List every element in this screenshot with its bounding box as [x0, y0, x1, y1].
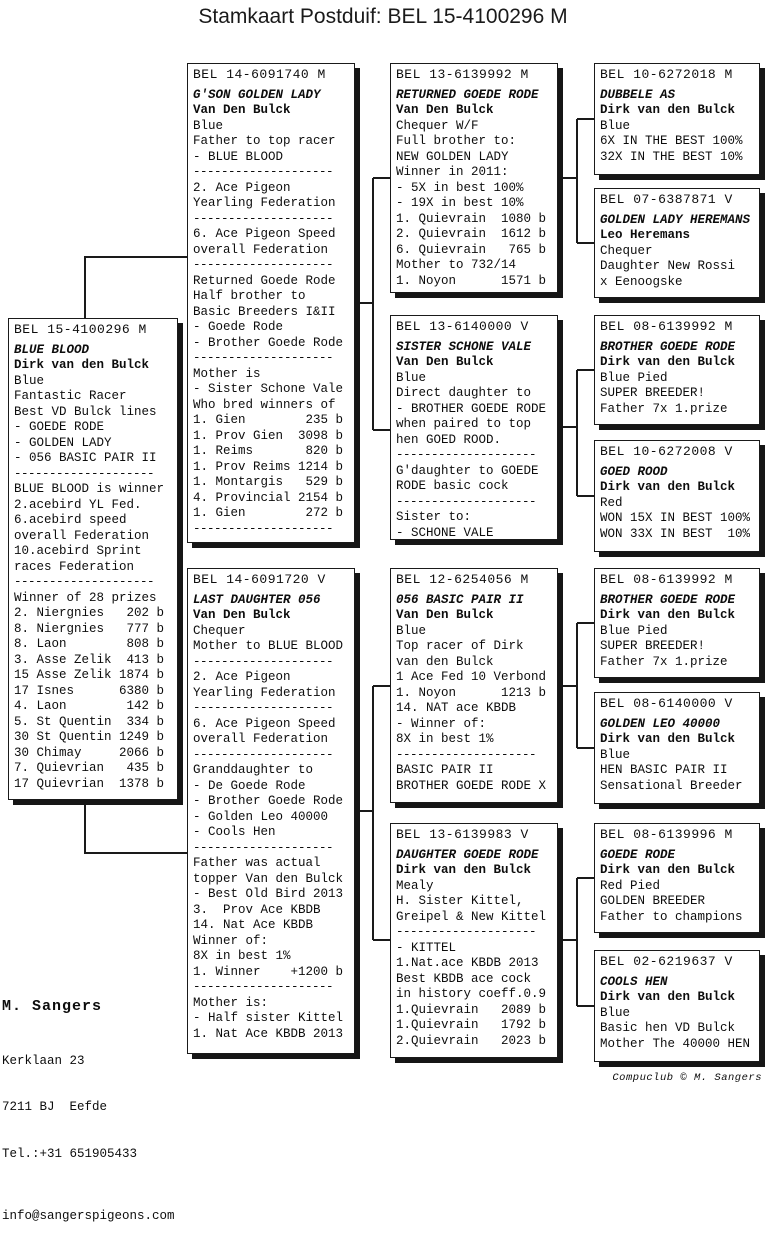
pedigree-line: Winner of 28 prizes — [14, 590, 157, 605]
pedigree-line: WON 15X IN BEST 100% — [600, 511, 751, 525]
pedigree-box-dam-sire-sire — [594, 568, 760, 678]
pedigree-line: - Cools Hen — [193, 825, 276, 839]
pedigree-line: NEW GOLDEN LADY — [396, 149, 509, 164]
pedigree-line: 14. NAT ace KBDB — [396, 701, 517, 715]
separator-line: -------------------- — [14, 575, 155, 589]
pedigree-box-sire-sire-sire — [594, 63, 760, 175]
pedigree-line: - De Goede Rode — [193, 778, 306, 793]
pedigree-box-dam-sire-dam — [594, 692, 760, 804]
pedigree-line: Mother to 732/14 — [396, 258, 517, 272]
ring-number: BEL 10-6272018 M — [600, 67, 733, 82]
bird-name: GOLDEN LEO 40000 — [600, 716, 721, 731]
fancier-name: Van Den Bulck — [396, 103, 494, 117]
fancier-name: Van Den Bulck — [193, 103, 291, 117]
separator-line: -------------------- — [193, 980, 334, 994]
owner-email: info@sangerspigeons.com — [2, 1209, 175, 1223]
fancier-name: Leo Heremans — [600, 228, 691, 242]
pedigree-line: - Golden Leo 40000 — [193, 809, 329, 824]
owner-name: M. Sangers — [2, 998, 103, 1015]
pedigree-line: 8. Niergnies 777 b — [14, 621, 165, 636]
pedigree-line: Yearling Federation — [193, 685, 336, 700]
pedigree-line: 2. Niergnies 202 b — [14, 606, 165, 620]
pedigree-line: 1. Reims 820 b — [193, 444, 344, 458]
pedigree-line: Chequer W/F — [396, 118, 479, 133]
owner-address: Kerklaan 23 — [2, 1053, 85, 1068]
pedigree-line: Red Pied — [600, 878, 661, 893]
pedigree-line: 1. Noyon 1213 b — [396, 685, 547, 700]
pedigree-line: 4. Laon 142 b — [14, 699, 165, 713]
pedigree-line: 8. Laon 808 b — [14, 637, 165, 651]
pedigree-line: 8X in best 1% — [396, 732, 494, 746]
pedigree-line: - BLUE BLOOD — [193, 149, 284, 164]
bird-name: LAST DAUGHTER 056 — [193, 592, 321, 607]
fancier-name: Dirk van den Bulck — [600, 355, 736, 369]
pedigree-line: 1. Montargis 529 b — [193, 475, 344, 489]
bird-name: GOED ROOD — [600, 464, 668, 479]
pedigree-line: Half brother to — [193, 289, 306, 303]
ring-number: BEL 14-6091720 V — [193, 572, 326, 587]
pedigree-line: 1. Winner +1200 b — [193, 964, 344, 979]
pedigree-line: Direct daughter to — [396, 386, 532, 400]
pedigree-line: Blue Pied — [600, 623, 668, 638]
pedigree-box-sire — [187, 63, 355, 543]
ring-number: BEL 08-6139996 M — [600, 827, 733, 842]
bird-name: G'SON GOLDEN LADY — [193, 87, 321, 102]
pedigree-line: RODE basic cock — [396, 479, 509, 493]
pedigree-line: BASIC PAIR II — [396, 763, 494, 777]
pedigree-line: Who bred winners of — [193, 397, 336, 412]
pedigree-line: races Federation — [14, 559, 135, 574]
fancier-name: Van Den Bulck — [396, 608, 494, 622]
pedigree-line: 7. Quievrian 435 b — [14, 761, 165, 775]
ring-number: BEL 08-6139992 M — [600, 572, 733, 587]
pedigree-line: 3. Prov Ace KBDB — [193, 902, 321, 917]
pedigree-line: Blue — [600, 118, 631, 133]
pedigree-line: Blue — [396, 370, 427, 385]
pedigree-line: - Brother Goede Rode — [193, 794, 344, 808]
pedigree-line: Full brother to: — [396, 134, 517, 148]
pedigree-line: Father to top racer — [193, 134, 336, 148]
pedigree-line: 8X in best 1% — [193, 949, 291, 963]
pedigree-box-sire-dam-dam — [594, 440, 760, 552]
ring-number: BEL 10-6272008 V — [600, 444, 733, 459]
pedigree-line: 6. Quievrain 765 b — [396, 242, 547, 257]
pedigree-line: Father was actual — [193, 856, 321, 870]
fancier-name: Dirk van den Bulck — [600, 480, 736, 494]
fancier-name: Dirk van den Bulck — [600, 608, 736, 622]
pedigree-line: Blue — [14, 373, 45, 388]
pedigree-line: in history coeff.0.9 — [396, 987, 547, 1001]
pedigree-line: Basic hen VD Bulck — [600, 1021, 736, 1035]
pedigree-line: when paired to top — [396, 417, 532, 431]
footer-credit: Compuclub © M. Sangers — [612, 1072, 762, 1084]
separator-line: -------------------- — [396, 448, 537, 462]
fancier-name: Van Den Bulck — [193, 608, 291, 622]
owner-phone: Tel.:+31 651905433 — [2, 1146, 138, 1161]
pedigree-line: - Sister Schone Vale — [193, 382, 344, 396]
bird-name: DAUGHTER GOEDE RODE — [396, 847, 539, 862]
pedigree-line: Mother The 40000 HEN — [600, 1036, 751, 1051]
pedigree-line: 4. Provincial 2154 b — [193, 490, 344, 505]
pedigree-line: 2.Quievrain 2023 b — [396, 1033, 547, 1048]
pedigree-line: Granddaughter to — [193, 763, 314, 777]
pedigree-box-sire-sire — [390, 63, 558, 293]
pedigree-line: topper Van den Bulck — [193, 871, 344, 886]
fancier-name: Dirk van den Bulck — [600, 103, 736, 117]
pedigree-line: 6.acebird speed — [14, 513, 127, 527]
pedigree-line: Blue — [600, 747, 631, 762]
fancier-name: Dirk van den Bulck — [14, 358, 150, 372]
separator-line: -------------------- — [193, 701, 334, 715]
pedigree-line: 30 Chimay 2066 b — [14, 745, 165, 760]
pedigree-line: - Goede Rode — [193, 320, 284, 334]
pedigree-line: WON 33X IN BEST 10% — [600, 526, 751, 541]
pedigree-line: hen GOED ROOD. — [396, 432, 502, 447]
pedigree-line: 2.acebird YL Fed. — [14, 497, 142, 512]
pedigree-line: Sensational Breeder — [600, 778, 743, 793]
pedigree-line: - Best Old Bird 2013 — [193, 887, 344, 901]
owner-address: 7211 BJ Eefde — [2, 1100, 108, 1114]
pedigree-line: - Half sister Kittel — [193, 1011, 344, 1025]
fancier-name: Dirk van den Bulck — [600, 863, 736, 877]
separator-line: -------------------- — [193, 747, 334, 762]
ring-number: BEL 15-4100296 M — [14, 322, 147, 337]
pedigree-line: 6. Ace Pigeon Speed — [193, 227, 336, 241]
pedigree-line: - Winner of: — [396, 716, 487, 731]
pedigree-box-dam — [187, 568, 355, 1054]
bird-name: COOLS HEN — [600, 974, 668, 989]
pedigree-line: Blue — [193, 118, 224, 133]
pedigree-line: - SCHONE VALE — [396, 525, 494, 540]
pedigree-line: 6X IN THE BEST 100% — [600, 134, 743, 148]
pedigree-line: 1. Prov Gien 3098 b — [193, 428, 344, 443]
pedigree-line: 1.Nat.ace KBDB 2013 — [396, 956, 539, 970]
separator-line: -------------------- — [396, 925, 537, 939]
pedigree-line: - BROTHER GOEDE RODE — [396, 401, 547, 416]
ring-number: BEL 02-6219637 V — [600, 954, 733, 969]
pedigree-box-dam-sire — [390, 568, 558, 803]
page-title: Stamkaart Postduif: BEL 15-4100296 M — [198, 5, 568, 28]
pedigree-box-dam-dam — [390, 823, 558, 1058]
pedigree-line: - 056 BASIC PAIR II — [14, 451, 157, 465]
separator-line: -------------------- — [193, 840, 334, 855]
fancier-name: Dirk van den Bulck — [396, 863, 532, 877]
pedigree-line: 1. Quievrain 1080 b — [396, 211, 547, 226]
bird-name: BROTHER GOEDE RODE — [600, 339, 736, 354]
pedigree-box-dam-dam-sire — [594, 823, 760, 933]
pedigree-line: Winner of: — [193, 933, 269, 948]
pedigree-line: 1. Nat Ace KBDB 2013 — [193, 1026, 344, 1041]
pedigree-line: x Eenoogske — [600, 274, 683, 289]
pedigree-box-subject — [8, 318, 178, 800]
pedigree-line: 2. Ace Pigeon — [193, 670, 291, 684]
pedigree-line: van den Bulck — [396, 654, 494, 669]
pedigree-line: Father to champions — [600, 909, 743, 924]
separator-line: -------------------- — [193, 165, 334, 179]
separator-line: -------------------- — [193, 654, 334, 669]
ring-number: BEL 12-6254056 M — [396, 572, 529, 587]
ring-number: BEL 08-6139992 M — [600, 319, 733, 334]
pedigree-box-sire-dam-sire — [594, 315, 760, 425]
pedigree-line: 1. Gien 235 b — [193, 413, 344, 427]
pedigree-line: 17 Isnes 6380 b — [14, 683, 165, 698]
pedigree-line: Best KBDB ace cock — [396, 971, 532, 986]
pedigree-line: Yearling Federation — [193, 196, 336, 210]
bird-name: GOEDE RODE — [600, 847, 676, 862]
pedigree-line: overall Federation — [193, 242, 329, 257]
ring-number: BEL 14-6091740 M — [193, 67, 326, 82]
pedigree-line: Chequer — [600, 243, 653, 258]
separator-line: -------------------- — [396, 747, 537, 762]
pedigree-line: Top racer of Dirk — [396, 639, 524, 653]
pedigree-line: - 19X in best 10% — [396, 196, 524, 210]
pedigree-line: 2. Ace Pigeon — [193, 180, 291, 195]
pedigree-line: 1.Quievrain 2089 b — [396, 1002, 547, 1017]
pedigree-box-sire-dam — [390, 315, 558, 540]
pedigree-line: Father 7x 1.prize — [600, 654, 728, 669]
pedigree-line: Chequer — [193, 623, 246, 638]
pedigree-line: overall Federation — [193, 732, 329, 746]
pedigree-line: SUPER BREEDER! — [600, 639, 706, 653]
pedigree-line: 17 Quievrian 1378 b — [14, 776, 165, 791]
ring-number: BEL 13-6139992 M — [396, 67, 529, 82]
pedigree-line: - GOEDE RODE — [14, 420, 105, 434]
bird-name: RETURNED GOEDE RODE — [396, 87, 539, 102]
pedigree-line: 1. Prov Reims 1214 b — [193, 459, 344, 474]
pedigree-line: Fantastic Racer — [14, 389, 127, 403]
pedigree-line: 1. Noyon 1571 b — [396, 273, 547, 288]
pedigree-line: SUPER BREEDER! — [600, 386, 706, 400]
separator-line: -------------------- — [193, 258, 334, 272]
pedigree-line: Blue Pied — [600, 370, 668, 385]
pedigree-line: 10.acebird Sprint — [14, 544, 142, 558]
pedigree-line: GOLDEN BREEDER — [600, 894, 706, 908]
pedigree-line: Returned Goede Rode — [193, 273, 336, 288]
pedigree-line: 30 St Quentin 1249 b — [14, 730, 165, 744]
pedigree-line: 6. Ace Pigeon Speed — [193, 716, 336, 731]
pedigree-line: 32X IN THE BEST 10% — [600, 149, 743, 164]
ring-number: BEL 07-6387871 V — [600, 192, 733, 207]
pedigree-line: H. Sister Kittel, — [396, 894, 524, 908]
pedigree-line: 3. Asse Zelik 413 b — [14, 652, 165, 667]
pedigree-line: Blue — [600, 1005, 631, 1020]
pedigree-line: HEN BASIC PAIR II — [600, 763, 728, 777]
pedigree-line: 5. St Quentin 334 b — [14, 714, 165, 729]
pedigree-box-dam-dam-dam — [594, 950, 760, 1062]
pedigree-line: 15 Asse Zelik 1874 b — [14, 668, 165, 682]
pedigree-line: 1. Gien 272 b — [193, 506, 344, 520]
separator-line: -------------------- — [193, 521, 334, 536]
bird-name: BLUE BLOOD — [14, 342, 90, 357]
separator-line: -------------------- — [193, 211, 334, 226]
owner-block — [2, 968, 175, 1240]
pedigree-line: 14. Nat Ace KBDB — [193, 918, 314, 932]
pedigree-line: Best VD Bulck lines — [14, 404, 157, 419]
pedigree-line: G'daughter to GOEDE — [396, 463, 539, 478]
pedigree-line: - KITTEL — [396, 940, 457, 955]
bird-name: GOLDEN LADY HEREMANS — [600, 212, 751, 227]
separator-line: -------------------- — [14, 466, 155, 481]
separator-line: -------------------- — [396, 494, 537, 509]
bird-name: DUBBELE AS — [600, 87, 676, 102]
fancier-name: Dirk van den Bulck — [600, 990, 736, 1004]
bird-name: 056 BASIC PAIR II — [396, 592, 524, 607]
ring-number: BEL 08-6140000 V — [600, 696, 733, 711]
pedigree-line: 1.Quievrain 1792 b — [396, 1018, 547, 1032]
ring-number: BEL 13-6140000 V — [396, 319, 529, 334]
pedigree-line: Basic Breeders I&II — [193, 304, 336, 319]
bird-name: BROTHER GOEDE RODE — [600, 592, 736, 607]
pedigree-line: Mother is — [193, 366, 261, 381]
pedigree-line: 1 Ace Fed 10 Verbond — [396, 670, 547, 684]
pedigree-line: Blue — [396, 623, 427, 638]
pedigree-line: Mother is: — [193, 995, 269, 1010]
pedigree-line: - GOLDEN LADY — [14, 435, 112, 450]
pedigree-line: Greipel & New Kittel — [396, 909, 547, 924]
pedigree-line: Father 7x 1.prize — [600, 401, 728, 416]
pedigree-line: BLUE BLOOD is winner — [14, 482, 165, 496]
pedigree-line: Sister to: — [396, 510, 472, 524]
pedigree-line: - 5X in best 100% — [396, 180, 524, 195]
pedigree-line: - Brother Goede Rode — [193, 335, 344, 350]
pedigree-line: 2. Quievrain 1612 b — [396, 227, 547, 241]
ring-number: BEL 13-6139983 V — [396, 827, 529, 842]
bird-name: SISTER SCHONE VALE — [396, 339, 532, 354]
pedigree-line: Mealy — [396, 878, 434, 893]
pedigree-box-sire-sire-dam — [594, 188, 760, 298]
separator-line: -------------------- — [193, 351, 334, 365]
pedigree-line: Mother to BLUE BLOOD — [193, 639, 344, 653]
pedigree-line: Red — [600, 495, 623, 510]
pedigree-line: Winner in 2011: — [396, 165, 509, 179]
fancier-name: Van Den Bulck — [396, 355, 494, 369]
pedigree-line: Daughter New Rossi — [600, 259, 736, 273]
pedigree-line: BROTHER GOEDE RODE X — [396, 778, 547, 793]
fancier-name: Dirk van den Bulck — [600, 732, 736, 746]
pedigree-line: overall Federation — [14, 528, 150, 543]
